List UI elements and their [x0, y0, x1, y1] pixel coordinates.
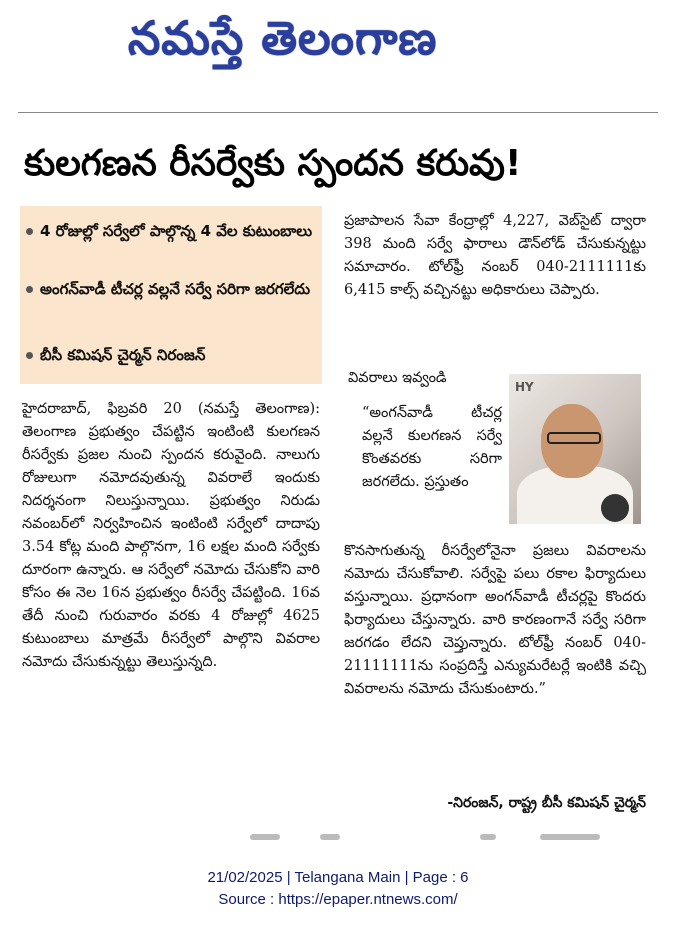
bullet-icon: [26, 286, 33, 293]
bullet-icon: [26, 352, 33, 359]
quote-narrow-column: [362, 402, 502, 494]
body-left-column: [22, 398, 320, 674]
microphone-icon: [601, 494, 629, 522]
highlight-text: 4 రోజుల్లో సర్వేలో పాల్గొన్న 4 వేల కుటుంబాలు: [40, 222, 313, 240]
cropped-text-fragment: [480, 834, 496, 840]
highlights-box: [20, 206, 322, 384]
footer-date-line: 21/02/2025 | Telangana Main | Page : 6: [207, 869, 469, 886]
highlight-item: [40, 344, 314, 367]
quote-narrow-text: “అంగన్‌వాడీ టీచర్ల వల్లనే కులగణన సర్వే కొంతవరకు సరిగా జరగలేదు. ప్రస్తుతం: [362, 405, 502, 490]
backdrop-text: HY: [515, 380, 534, 394]
top-divider: [18, 112, 658, 113]
body-left-text: హైదరాబాద్, ఫిబ్రవరి 20 (నమస్తే తెలంగాణ): తెలంగాణ ప్రభుత్వం చేపట్టిన ఇంటింటి కులగణన రీసర్వేకు ప్రజల నుంచి స్పందన కరువైంది. నాలుగు రోజులుగా నమోదవుతున్న వివరాలే ఇందుకు నిదర్శనంగా నిలుస్తున్నాయి. ప్రభుత్వం నిరుడు నవంబర్‌లో నిర్వహించిన ఇంటింటి సర్వేలో దాదాపు 3.54 కోట్ల మంది పాల్గొనగా, 16 లక్షల మంది సర్వేకు దూరంగా ఉన్నారు. ఆ సర్వేలో నమోదు చేసుకోని వారి కోసం ఈ నెల 16న ప్రభుత్వం రీసర్వే చేపట్టింది. 16వ తేదీ నుంచి గురువారం వరకు 4 రోజుల్లో 4625 కుటుంబాలు మాత్రమే రీసర్వేలో పాల్గొని వివరాల నమోదు చేసుకున్నట్టు తెలుస్తున్నది.: [22, 401, 320, 670]
quote-subheading: వివరాలు ఇవ్వండి: [348, 370, 447, 386]
newspaper-logo: నమస్తే తెలంగాణ: [128, 11, 438, 65]
body-right-top-text: ప్రజాపాలన సేవా కేంద్రాల్లో 4,227, వెబ్‌సైట్ ద్వారా 398 మంది సర్వే ఫారాలు డౌన్‌లోడ్ చేసుకున్నట్టు సమాచారం. టోల్‌ఫ్రీ నంబర్ 040-2111111కు 6,415 కాల్స్ వచ్చినట్టు అధికారులు చెప్పారు.: [344, 213, 646, 298]
masthead: [0, 0, 676, 78]
highlight-text: బీసీ కమిషన్ చైర్మన్ నిరంజన్: [40, 346, 206, 364]
highlight-item: [40, 278, 314, 301]
article-headline: కులగణన రీసర్వేకు స్పందన కరువు!: [24, 143, 522, 184]
photo-glasses: [547, 432, 601, 444]
bullet-icon: [26, 228, 33, 235]
quote-full-column: [344, 540, 646, 701]
body-right-top: [344, 210, 646, 302]
cropped-text-fragment: [250, 834, 280, 840]
cropped-text-fragment: [540, 834, 600, 840]
commissioner-photo: [509, 374, 641, 524]
quote-full-text: కొనసాగుతున్న రీసర్వేలోనైనా ప్రజలు వివరాలను నమోదు చేసుకోవాలి. సర్వేపై పలు రకాల ఫిర్యాదులు వస్తున్నాయి. ప్రధానంగా అంగన్‌వాడీ టీచర్లపై కొందరు ఫిర్యాదులు చేస్తున్నారు. వారి కారణంగానే సర్వే సరిగా జరగడం లేదని చెప్తున్నారు. టోల్‌ఫ్రీ నంబర్ 040-21111111ను సంప్రదిస్తే ఎన్యుమరేటర్లే ఇంటికి వచ్చి వివరాలను నమోదు చేసుకుంటారు.”: [344, 543, 646, 697]
cropped-next-article: [20, 834, 646, 840]
highlight-text: అంగన్‌వాడీ టీచర్ల వల్లనే సర్వే సరిగా జరగలేదు: [40, 280, 311, 298]
highlight-item: [40, 220, 314, 243]
footer-source-line: Source : https://epaper.ntnews.com/: [218, 891, 458, 908]
cropped-text-fragment: [320, 834, 340, 840]
quote-signature: -నిరంజన్, రాష్ట్ర బీసీ కమిషన్ చైర్మన్: [447, 795, 646, 811]
